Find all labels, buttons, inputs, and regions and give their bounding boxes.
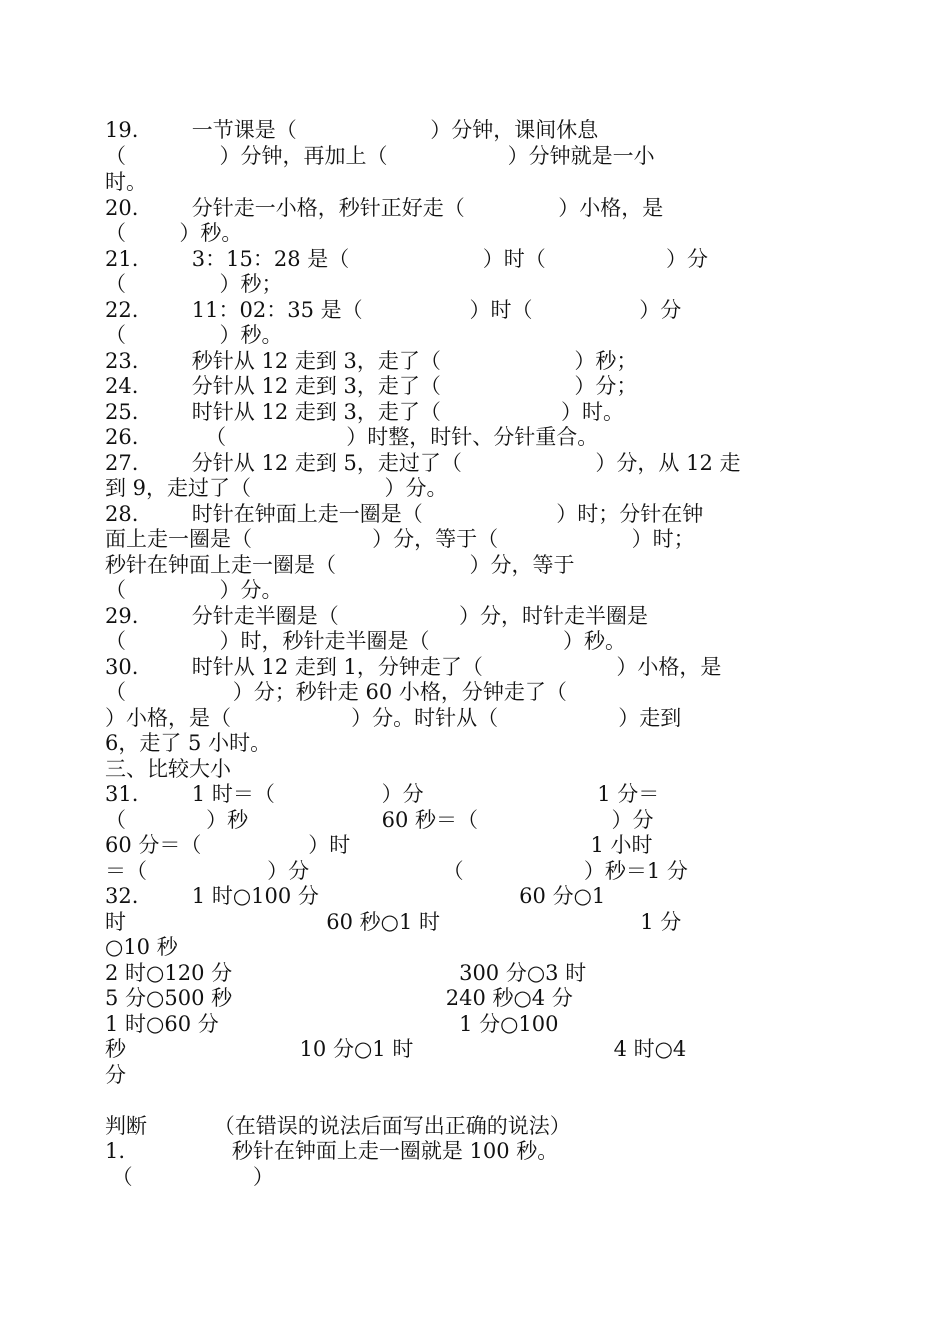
text-line: 23. 秒针从 12 走到 3，走了（ ）秒；	[105, 349, 638, 373]
text-line: 秒针在钟面上走一圈是（ ）分，等于	[105, 553, 575, 577]
text-line: （ ）分。	[105, 578, 283, 602]
blank-line	[105, 1087, 850, 1113]
text-line: 5 分○500 秒 240 秒○4 分	[105, 986, 573, 1010]
text-line: 27. 分针从 12 走到 5，走过了（ ）分，从 12 走	[105, 451, 741, 475]
text-line: （ ）分钟，再加上（ ）分钟就是一小	[105, 144, 655, 168]
text-line: 28. 时针在钟面上走一圈是（ ）时；分针在钟	[105, 502, 704, 526]
text-line: （ ）秒；	[105, 272, 283, 296]
text-line: 24. 分针从 12 走到 3，走了（ ）分；	[105, 374, 638, 398]
text-line: 25. 时针从 12 走到 3，走了（ ）时。	[105, 400, 625, 424]
section-heading: 三、比较大小	[105, 757, 231, 781]
text-line: 1 时○60 分 1 分○100	[105, 1012, 559, 1036]
text-line: 秒 10 分○1 时 4 时○4	[105, 1037, 687, 1061]
text-line: 面上走一圈是（ ）分，等于（ ）时；	[105, 527, 695, 551]
text-line: （ ）秒 60 秒＝（ ）分	[105, 808, 654, 832]
text-line: （ ）秒。	[105, 221, 243, 245]
text-line: 6，走了 5 小时。	[105, 731, 272, 755]
text-line: （ ）时，秒针走半圈是（ ）秒。	[105, 629, 626, 653]
text-line: 到 9，走过了（ ）分。	[105, 476, 448, 500]
text-line: ○10 秒	[105, 935, 178, 959]
text-line: 60 分＝（ ）时 1 小时	[105, 833, 653, 857]
text-line: 32. 1 时○100 分 60 分○1	[105, 884, 606, 908]
text-line: ＝（ ）分 （ ）秒＝1 分	[105, 859, 688, 883]
text-line: （ ）秒。	[105, 323, 283, 347]
text-line: 29. 分针走半圈是（ ）分，时针走半圈是	[105, 604, 648, 628]
text-line: 22. 11：02：35 是（ ）时（ ）分	[105, 298, 682, 322]
text-line: （ ）	[105, 1165, 274, 1189]
text-line: 时。	[105, 170, 147, 194]
text-line: （ ）分；秒针走 60 小格，分钟走了（	[105, 680, 567, 704]
text-line: 19. 一节课是（ ）分钟，课间休息	[105, 118, 599, 142]
text-line: 30. 时针从 12 走到 1，分钟走了（ ）小格，是	[105, 655, 722, 679]
text-line: ）小格，是（ ）分。时针从（ ）走到	[105, 706, 682, 730]
text-line: 分	[105, 1063, 126, 1087]
text-line: 21. 3：15：28 是（ ）时（ ）分	[105, 247, 708, 271]
text-line: 2 时○120 分 300 分○3 时	[105, 961, 587, 985]
text-line: 20. 分针走一小格，秒针正好走（ ）小格，是	[105, 196, 664, 220]
text-line: 时 60 秒○1 时 1 分	[105, 910, 682, 934]
section-heading: 判断 （在错误的说法后面写出正确的说法）	[105, 1114, 571, 1138]
text-line: 1. 秒针在钟面上走一圈就是 100 秒。	[105, 1139, 559, 1163]
text-line: 26. （ ）时整，时针、分针重合。	[105, 425, 599, 449]
text-line: 31. 1 时＝（ ）分 1 分＝	[105, 782, 660, 806]
